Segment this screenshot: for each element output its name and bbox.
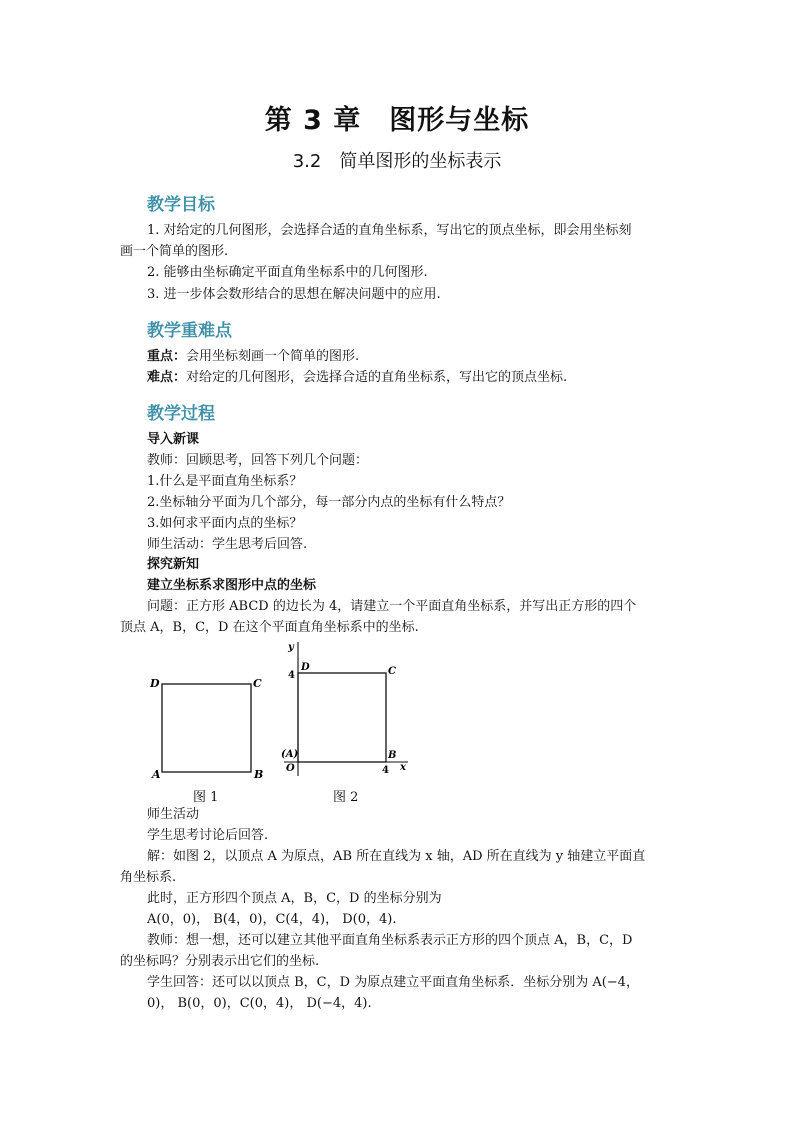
after-line-8: 的坐标吗？分别表示出它们的坐标. xyxy=(120,954,320,969)
after-line-9: 学生回答：还可以以顶点 B，C，D 为原点建立平面直角坐标系．坐标分别为 A(−4， xyxy=(147,975,639,990)
figure-1-caption: 图 1 xyxy=(193,790,219,805)
intro-line-1: 教师：回顾思考，回答下列几个问题： xyxy=(147,453,369,468)
fig2-label-origin: O xyxy=(286,763,295,774)
figure-2 xyxy=(280,638,415,778)
intro-line-2: 1.什么是平面直角坐标系？ xyxy=(147,474,303,489)
problem-line-1: 问题：正方形 ABCD 的边长为 4，请建立一个平面直角坐标系，并写出正方形的四个 xyxy=(147,599,637,614)
y-axis-label: y xyxy=(288,642,294,653)
square-on-axes xyxy=(298,673,386,762)
intro-line-5: 师生活动：学生思考后回答. xyxy=(147,537,308,552)
fig2-label-a: (A) xyxy=(281,749,299,760)
after-line-3: 解：如图 2，以顶点 A 为原点，AB 所在直线为 x 轴，AD 所在直线为 y 轴建立平面直 xyxy=(147,849,646,864)
figure-1 xyxy=(145,670,270,785)
fig1-label-a: A xyxy=(152,768,161,781)
explore-subheading: 建立坐标系求图形中点的坐标 xyxy=(147,578,317,593)
fig2-tick-y-4: 4 xyxy=(288,670,295,681)
fig2-label-c: C xyxy=(388,666,396,677)
problem-line-2: 顶点 A，B，C，D 在这个平面直角坐标系中的坐标. xyxy=(120,620,419,635)
fig1-label-c: C xyxy=(253,677,262,690)
goal-line-4: 3. 进一步体会数形结合的思想在解决问题中的应用. xyxy=(147,287,441,302)
after-line-6: A(0，0)， B(4，0)，C(4，4)， D(0，4). xyxy=(147,912,397,927)
after-line-2: 学生思考讨论后回答. xyxy=(147,828,269,843)
intro-line-4: 3.如何求平面内点的坐标？ xyxy=(147,516,303,531)
fig2-tick-x-4: 4 xyxy=(382,765,389,776)
goal-line-2: 画一个简单的图形. xyxy=(120,244,229,259)
key-point-line xyxy=(147,348,359,366)
figure-2-caption: 图 2 xyxy=(333,790,359,805)
intro-line-3: 2.坐标轴分平面为几个部分，每一部分内点的坐标有什么特点？ xyxy=(147,495,511,510)
fig2-label-d: D xyxy=(301,662,310,673)
goal-line-3: 2. 能够由坐标确定平面直角坐标系中的几何图形. xyxy=(147,265,428,280)
goals-heading: 教学目标 xyxy=(147,195,215,215)
key-point-text: 会用坐标刻画一个简单的图形. xyxy=(186,349,360,364)
after-line-10: 0)， B(0，0)，C(0，4)， D(−4，4). xyxy=(147,996,372,1011)
intro-heading: 导入新课 xyxy=(147,432,200,447)
difficult-point-text: 对给定的几何图形，会选择合适的直角坐标系，写出它的顶点坐标. xyxy=(186,370,568,385)
chapter-title: 第 3 章 图形与坐标 xyxy=(264,105,530,136)
after-line-7: 教师：想一想，还可以建立其他平面直角坐标系表示正方形的四个顶点 A，B，C，D xyxy=(147,933,633,948)
difficult-point-label: 难点： xyxy=(147,370,187,385)
fig1-label-b: B xyxy=(254,768,264,781)
after-line-4: 角坐标系. xyxy=(120,870,177,885)
keypoints-heading: 教学重难点 xyxy=(147,321,232,341)
goal-line-1: 1. 对给定的几何图形，会选择合适的直角坐标系，写出它的顶点坐标，即会用坐标刻 xyxy=(147,223,632,238)
after-line-1: 师生活动 xyxy=(147,807,200,822)
square-abcd xyxy=(162,684,251,772)
key-point-label: 重点： xyxy=(147,349,187,364)
section-subtitle: 3.2 简单图形的坐标表示 xyxy=(292,151,502,172)
after-line-5: 此时，正方形四个顶点 A，B，C，D 的坐标分别为 xyxy=(147,891,442,906)
difficult-point-line xyxy=(147,369,567,387)
fig2-label-b: B xyxy=(388,750,397,761)
process-heading: 教学过程 xyxy=(147,404,215,424)
fig1-label-d: D xyxy=(150,677,160,690)
explore-heading: 探究新知 xyxy=(147,557,200,572)
x-axis-label: x xyxy=(400,762,406,773)
